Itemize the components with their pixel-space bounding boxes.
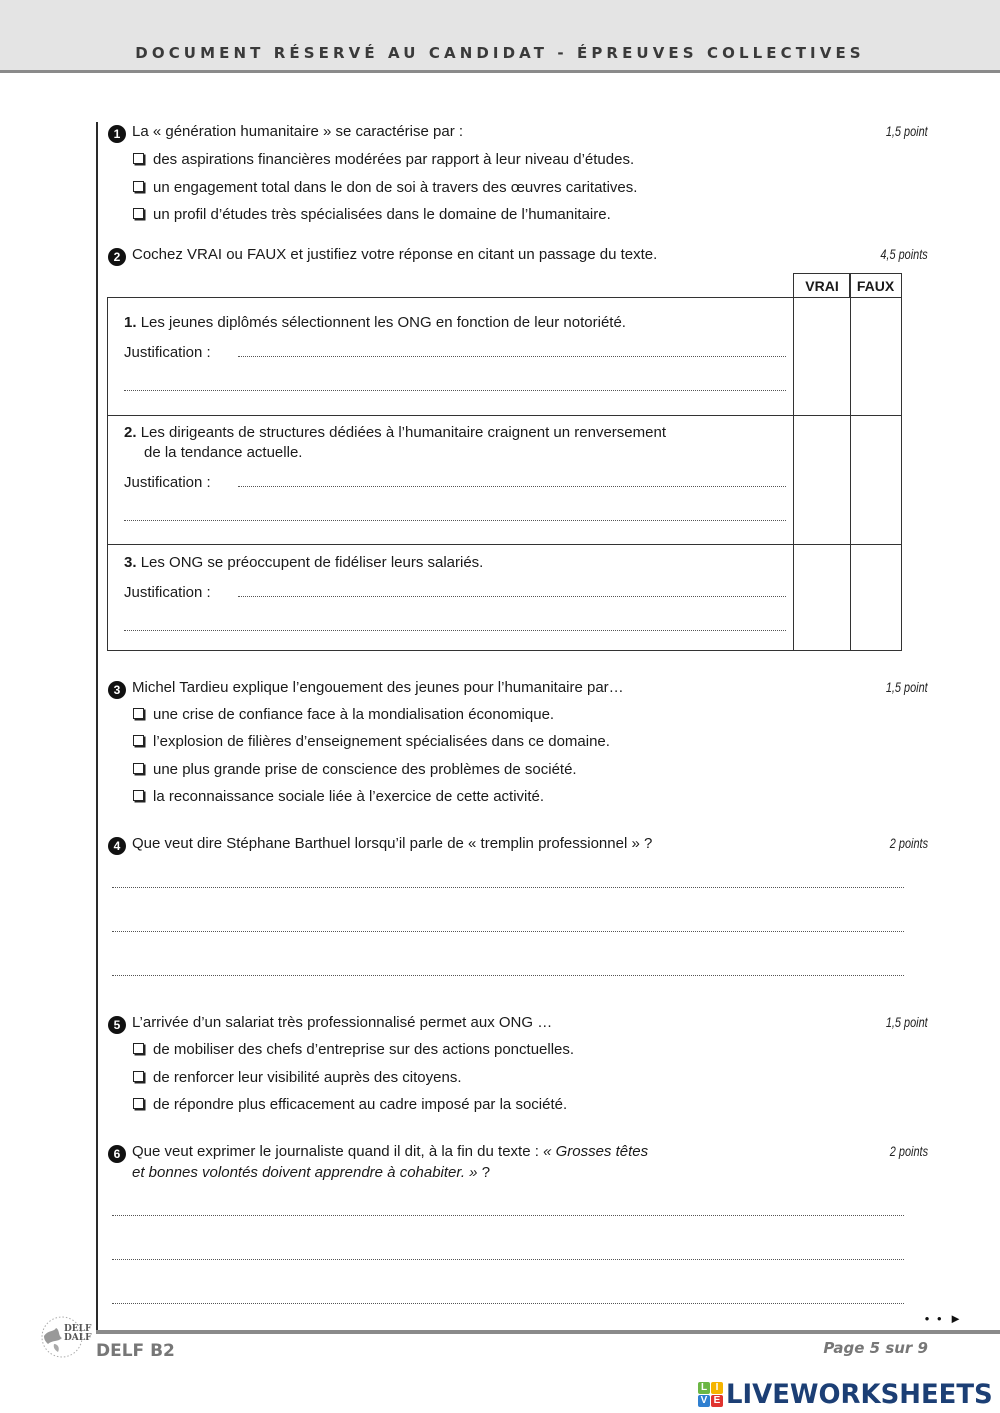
answer-line[interactable] (112, 1215, 904, 1216)
checkbox[interactable] (133, 181, 144, 192)
footer-rule (96, 1330, 1000, 1334)
justification-label: Justification : (124, 584, 211, 601)
liveworksheets-watermark (698, 1378, 1000, 1410)
question-6-points: 2 points (889, 1143, 928, 1159)
q5-option-1[interactable]: de mobiliser des chefs d’entreprise sur des actions ponctuelles. (133, 1040, 574, 1060)
checkbox[interactable] (133, 153, 144, 164)
q3-option-1[interactable]: une crise de confiance face à la mondialisation économique. (133, 705, 554, 725)
liveworksheets-wordmark: LIVEWORKSHEETS (726, 1378, 993, 1410)
delf-dalf-logo: DELF DALF (38, 1314, 90, 1360)
answer-line[interactable] (112, 887, 904, 888)
justification-line[interactable] (124, 390, 786, 391)
question-2 (108, 245, 657, 266)
q1-option-3[interactable]: un profil d’études très spécialisées dans le domaine de l’humanitaire. (133, 205, 611, 225)
table-row (108, 298, 901, 416)
q3-option-3[interactable]: une plus grande prise de conscience des problèmes de société. (133, 760, 577, 780)
answer-line[interactable] (112, 931, 904, 932)
live-logo-icon: L I V E (698, 1382, 723, 1407)
question-4 (108, 834, 652, 855)
answer-line[interactable] (112, 1259, 904, 1260)
question-3-text: Michel Tardieu explique l’engouement des jeunes pour l’humanitaire par… (132, 679, 624, 696)
checkbox[interactable] (133, 1043, 144, 1054)
q3-option-4[interactable]: la reconnaissance sociale liée à l’exercice de cette activité. (133, 787, 544, 807)
justification-line[interactable] (238, 596, 786, 597)
question-1 (108, 122, 463, 143)
faux-cell[interactable] (850, 545, 902, 650)
vrai-cell[interactable] (793, 298, 850, 415)
true-false-table (107, 297, 902, 651)
q1-option-2[interactable]: un engagement total dans le don de soi à travers des œuvres caritatives. (133, 178, 637, 198)
header-rule (0, 70, 1000, 73)
q1-option-1[interactable]: des aspirations financières modérées par rapport à leur niveau d’études. (133, 150, 634, 170)
statement-1: 1. Les jeunes diplômés sélectionnent les ONG en fonction de leur notoriété. (124, 314, 626, 331)
table-row (108, 416, 901, 545)
exam-level-label: DELF B2 (96, 1341, 175, 1361)
justification-line[interactable] (238, 356, 786, 357)
checkbox[interactable] (133, 708, 144, 719)
question-4-points: 2 points (889, 835, 928, 851)
page-number: Page 5 sur 9 (823, 1339, 928, 1357)
column-header-faux: FAUX (849, 273, 902, 298)
checkbox[interactable] (133, 735, 144, 746)
table-row (108, 545, 901, 650)
vrai-cell[interactable] (793, 416, 850, 544)
checkbox[interactable] (133, 763, 144, 774)
justification-label: Justification : (124, 344, 211, 361)
checkbox[interactable] (133, 1071, 144, 1082)
question-5-points: 1,5 point (886, 1014, 928, 1030)
question-1-text: La « génération humanitaire » se caractérise par : (132, 123, 464, 140)
question-4-text: Que veut dire Stéphane Barthuel lorsqu’il parle de « tremplin professionnel » ? (132, 835, 653, 852)
question-3-points: 1,5 point (886, 679, 928, 695)
vrai-cell[interactable] (793, 545, 850, 650)
checkbox[interactable] (133, 1098, 144, 1109)
justification-line[interactable] (238, 486, 786, 487)
question-5-text: L’arrivée d’un salariat très professionnalisé permet aux ONG … (132, 1014, 553, 1031)
faux-cell[interactable] (850, 298, 902, 415)
quote-continued: et bonnes volontés doivent apprendre à cohabiter. » (132, 1164, 478, 1181)
question-3 (108, 678, 624, 699)
question-2-points: 4,5 points (880, 246, 928, 262)
question-number-badge: 6 (108, 1145, 126, 1163)
quote: « Grosses têtes (543, 1143, 649, 1160)
question-2-text: Cochez VRAI ou FAUX et justifiez votre réponse en citant un passage du texte. (132, 246, 658, 263)
statement-3: 3. Les ONG se préoccupent de fidéliser leurs salariés. (124, 554, 484, 571)
question-number-badge: 4 (108, 837, 126, 855)
question-1-points: 1,5 point (886, 123, 928, 139)
question-number-badge: 3 (108, 681, 126, 699)
faux-cell[interactable] (850, 416, 902, 544)
column-header-vrai: VRAI (793, 273, 851, 298)
justification-label: Justification : (124, 474, 211, 491)
question-number-badge: 2 (108, 248, 126, 266)
justification-line[interactable] (124, 520, 786, 521)
answer-line[interactable] (112, 1303, 904, 1304)
answer-line[interactable] (112, 975, 904, 976)
left-margin-rule (96, 122, 98, 1334)
question-6: 6 Que veut exprimer le journaliste quand il dit, à la fin du texte : « Grosses têtes et bonnes volontés doivent apprendre à cohabiter. » ? (108, 1142, 788, 1183)
question-5 (108, 1013, 552, 1034)
checkbox[interactable] (133, 208, 144, 219)
justification-line[interactable] (124, 630, 786, 631)
question-number-badge: 1 (108, 125, 126, 143)
q3-option-2[interactable]: l’explosion de filières d’enseignement spécialisées dans ce domaine. (133, 732, 610, 752)
checkbox[interactable] (133, 790, 144, 801)
statement-2: 2. Les dirigeants de structures dédiées à l’humanitaire craignent un renversement de la tendance actuelle. (124, 424, 666, 461)
q5-option-2[interactable]: de renforcer leur visibilité auprès des citoyens. (133, 1068, 461, 1088)
q5-option-3[interactable]: de répondre plus efficacement au cadre imposé par la société. (133, 1095, 567, 1115)
document-header-title: DOCUMENT RÉSERVÉ AU CANDIDAT - ÉPREUVES COLLECTIVES (135, 44, 865, 62)
continue-arrow-icon: • • ► (924, 1311, 964, 1326)
question-number-badge: 5 (108, 1016, 126, 1034)
